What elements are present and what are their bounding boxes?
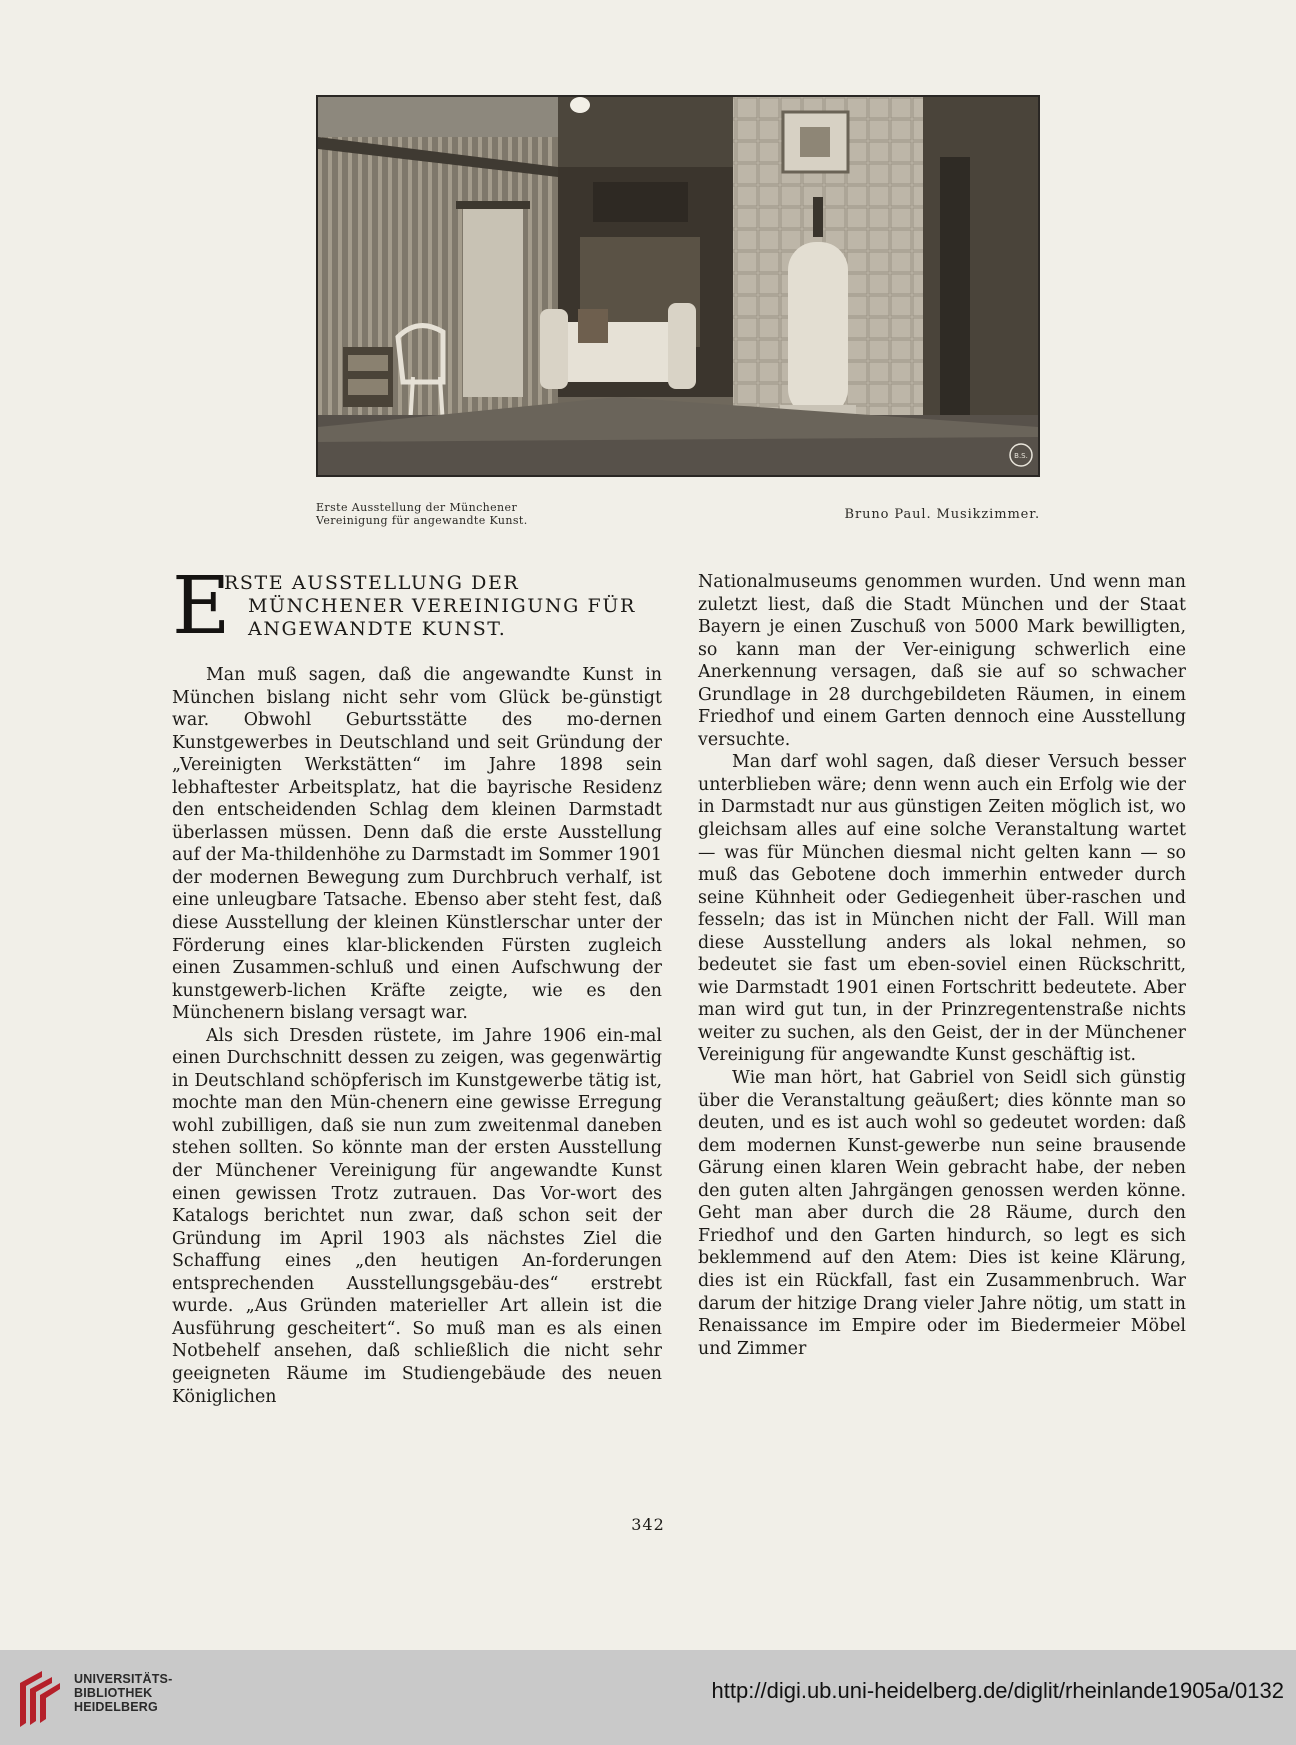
photo-monogram: B.S. (1014, 452, 1028, 460)
paragraph: Man muß sagen, daß die angewandte Kunst in München bislang nicht sehr vom Glück be-günstigt war. Obwohl Geburtsstätte des mo-dernen Kunstgewerbes in Deutschland und seit Gründung der „Vereinigten Werkstätten“ im Jahre 1898 sein lebhaftester Arbeitsplatz, hat die bayrische Residenz den entscheidenden Schlag dem kleinen Darmstadt überlassen müssen. Denn daß die erste Ausstellung auf der Ma-thildenhöhe zu Darmstadt im Sommer 1901 der modernen Bewegung zum Durchbruch verhalf, ist eine unleugbare Tatsache. Ebenso aber steht fest, daß diese Ausstellung der kleinen Künstlerschar unter der Förderung eines klar-blickenden Fürsten zugleich einen Zusammen-schluß und einen Aufschwung der kunstgewerb-lichen Kräfte zeigte, wie es den Münchenern bislang versagt war. (172, 665, 662, 1024)
paragraph: Man darf wohl sagen, daß dieser Versuch besser unterblieben wäre; denn wenn auch ein Erfolg wie der in Darmstadt nur aus günstigen Zeiten möglich ist, wo gleichsam alles auf eine solche Veranstaltung wartet — was für München diesmal nicht gelten kann — so muß das Gebotene doch immerhin entweder durch seine Kühnheit oder Gediegenheit über-raschen und fesseln; das ist in München nicht der Fall. Will man diese Ausstellung anders als lokal nehmen, so bedeutet sie fast um eben-soviel einen Rückschritt, wie Darmstadt 1901 einen Fortschritt bedeutete. Aber man wird gut tun, in der Prinzregentenstraße nichts weiter zu suchen, als den Geist, der in der Münchener Vereinigung für angewandte Kunst geschäftig ist. (698, 752, 1186, 1066)
library-name[interactable] (74, 1672, 172, 1714)
paragraph: Als sich Dresden rüstete, im Jahre 1906 ein-mal einen Durchschnitt dessen zu zeigen, was gegenwärtig in Deutschland schöpferisch im Kunstgewerbe tätig ist, mochte man den Mün-chenern eine gewisse Erregung wohl zubilligen, daß sie nun zum zweitenmal daneben stehen sollten. So könnte man der ersten Ausstellung der Münchener Vereinigung für angewandte Kunst einen gewissen Trotz zutrauen. Das Vor-wort des Katalogs berichtet nun zwar, daß schon seit der Gründung im April 1903 als nächstes Ziel die Schaffung eines „den heutigen An-forderungen entsprechenden Ausstellungsgebäu-des“ erstrebt wurde. „Aus Gründen materieller Art allein ist die Ausführung gescheitert“. So muß man es als einen Notbehelf ansehen, daß schließlich die nicht sehr geeigneten Räume im Studiengebäude des neuen Königlichen (172, 1025, 662, 1407)
caption-left-line-1: Erste Ausstellung der Münchener (316, 501, 518, 514)
figure-caption-left (316, 501, 616, 527)
caption-left-line-2: Vereinigung für angewandte Kunst. (316, 514, 528, 527)
photograph-music-room (316, 95, 1040, 477)
right-column (698, 571, 1186, 1360)
heading-dropcap: E (172, 559, 231, 652)
source-url-link[interactable]: http://digi.ub.uni-heidelberg.de/diglit/rheinlande1905a/0132 (711, 1678, 1284, 1703)
library-name-line-1: UNIVERSITÄTS- (74, 1672, 173, 1686)
heading-line-2: MÜNCHENER VEREINIGUNG FÜR (248, 595, 636, 617)
paragraph: Nationalmuseums genommen wurden. Und wenn man zuletzt liest, daß die Stadt München und der Staat Bayern je einen Zuschuß von 5000 Mark bewilligten, so kann man der Ver-einigung schwerlich eine Anerkennung versagen, daß sie auf so schwacher Grundlage in 28 durchgebildeten Räumen, in einem Friedhof und einem Garten dennoch eine Ausstellung versuchte. (698, 572, 1186, 750)
figure-caption-right: Bruno Paul. Musikzimmer. (844, 507, 1040, 522)
library-name-line-3: HEIDELBERG (74, 1700, 158, 1714)
article-heading (172, 559, 662, 664)
left-column (172, 559, 662, 1408)
heading-line-3: ANGEWANDTE KUNST. (248, 618, 507, 640)
paragraph: Wie man hört, hat Gabriel von Seidl sich günstig über die Veranstaltung geäußert; dies könnte man so deuten, und es ist auch wohl so gedeutet worden: daß dem modernen Kunst-gewerbe nun seine brausende Gärung einen klaren Wein gebracht habe, der neben den guten alten Jahrgängen genossen werden könne. Geht man aber durch die 28 Räume, durch den Friedhof und den Garten hindurch, so legt es sich beklemmend auf den Atem: Dies ist keine Klärung, dies ist ein Rückfall, fast ein Zusammenbruch. War darum der hitzige Drang vieler Jahre nötig, um statt in Renaissance im Empire oder im Biedermeier Möbel und Zimmer (698, 1068, 1186, 1359)
photo-illustration (318, 97, 1038, 475)
heading-line-1: RSTE AUSSTELLUNG DER (224, 572, 520, 594)
page-number: 342 (631, 1515, 665, 1534)
library-name-line-2: BIBLIOTHEK (74, 1686, 153, 1700)
library-logo-icon[interactable] (14, 1663, 62, 1731)
footer-bar (0, 1650, 1296, 1745)
